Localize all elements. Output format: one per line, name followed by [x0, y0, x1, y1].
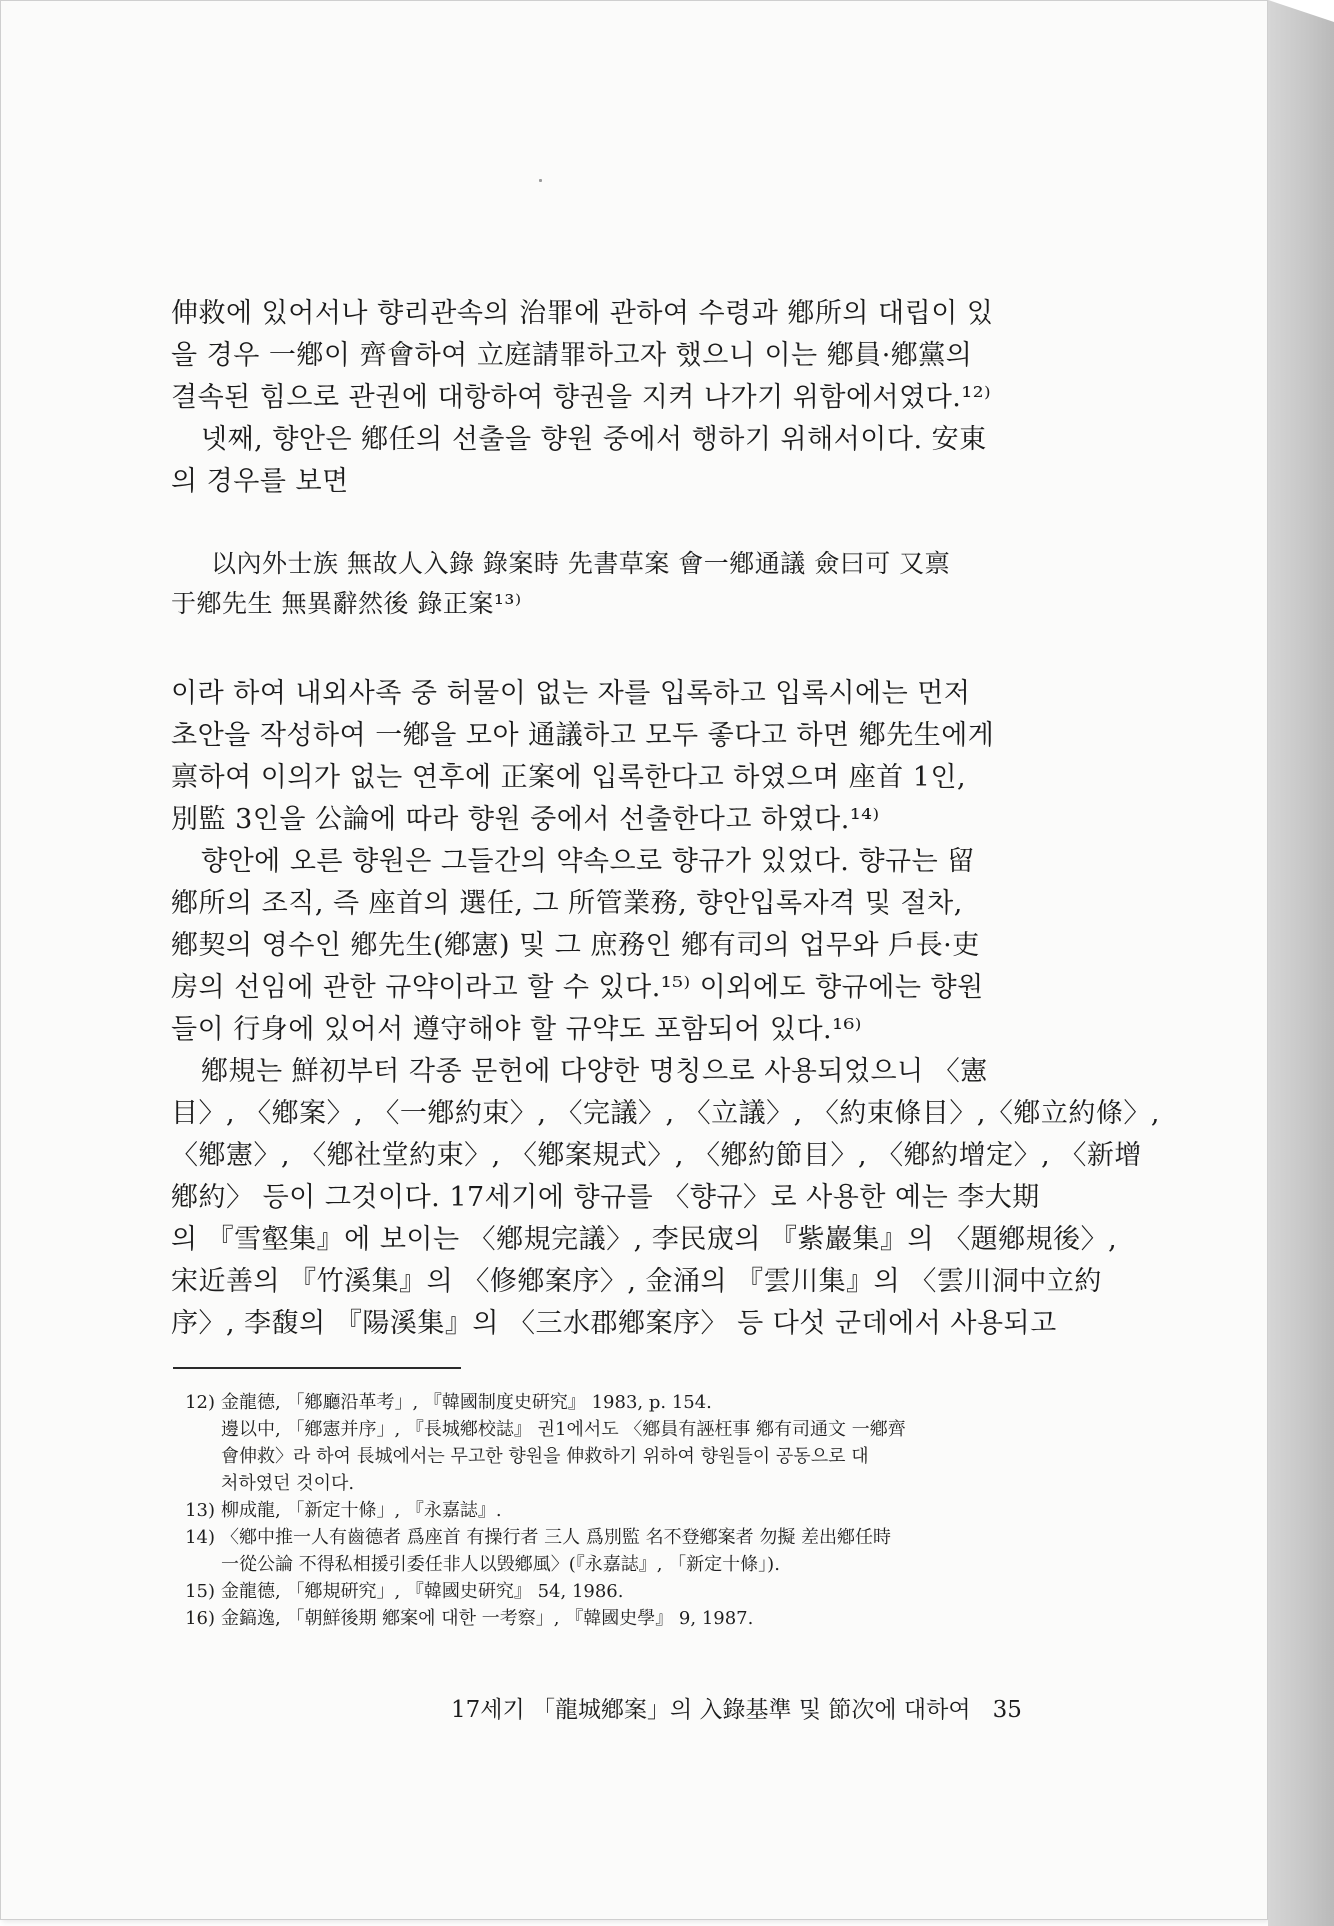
text-line: 〈鄕憲〉, 〈鄕社堂約束〉, 〈鄕案規式〉, 〈鄕約節目〉, 〈鄕約增定〉, 〈新增	[171, 1140, 1142, 1171]
running-footer	[451, 1691, 1051, 1724]
footnote-text: 〈鄕中推一人有齒德者 爲座首 有操行者 三人 爲別監 名不登鄕案者 勿擬 差出鄕任時	[221, 1527, 892, 1548]
footnote-text: 柳成龍, 「新定十條」, 『永嘉誌』.	[221, 1500, 502, 1521]
footnote-text: 金龍德, 「鄕廳沿革考」, 『韓國制度史硏究』 1983, p. 154.	[221, 1392, 712, 1413]
text-line: 초안을 작성하여 一鄕을 모아 通議하고 모두 좋다고 하면 鄕先生에게	[171, 720, 995, 751]
quote-line: 以內外士族 無故人入錄 錄案時 先書草案 會一鄕通議 僉曰可 又禀	[211, 549, 951, 578]
text-line: 결속된 힘으로 관권에 대항하여 향권을 지켜 나가기 위함에서였다.¹²⁾	[171, 382, 992, 413]
footnote-rule	[173, 1367, 461, 1369]
footnote-number: 14)	[185, 1527, 215, 1548]
text-line: 鄕規는 鮮初부터 각종 문헌에 다양한 명칭으로 사용되었으니 〈憲	[201, 1056, 988, 1087]
text-line: 禀하여 이의가 없는 연후에 正案에 입록한다고 하였으며 座首 1인,	[171, 762, 967, 793]
footnotes	[171, 1389, 1071, 1632]
footnote-12	[171, 1389, 1071, 1416]
text-line: 別監 3인을 公論에 따라 향원 중에서 선출한다고 하였다.¹⁴⁾	[171, 804, 880, 835]
footnote-14-line: 一從公論 不得私相援引委任非人以毁鄕風〉(『永嘉誌』, 「新定十條」).	[221, 1554, 780, 1575]
footnote-16	[171, 1605, 1071, 1632]
text-line: 序〉, 李馥의 『陽溪集』의 〈三水郡鄕案序〉 등 다섯 군데에서 사용되고	[171, 1308, 1057, 1339]
text-line: 의 경우를 보면	[171, 466, 349, 497]
footnote-12-line: 처하였던 것이다.	[221, 1473, 355, 1494]
footnote-12-line: 邊以中, 「鄕憲并序」, 『長城鄕校誌』 권1에서도 〈鄕員有誣枉事 鄕有司通文 一鄕齊	[221, 1419, 906, 1440]
footnote-15	[171, 1578, 1071, 1605]
text-line: 향안에 오른 향원은 그들간의 약속으로 향규가 있었다. 향규는 留	[201, 846, 975, 877]
footnote-number: 13)	[185, 1500, 215, 1521]
text-line: 을 경우 一鄕이 齊會하여 立庭請罪하고자 했으니 이는 鄕員·鄕黨의	[171, 340, 973, 371]
footer-title: 17세기 「龍城鄕案」의 入錄基準 및 節次에 대하여	[451, 1697, 971, 1723]
text-line: 鄕所의 조직, 즉 座首의 選任, 그 所管業務, 향안입록자격 및 절차,	[171, 888, 963, 919]
block-quote	[211, 544, 1071, 584]
footnote-12-line: 會伸救〉라 하여 長城에서는 무고한 향원을 伸救하기 위하여 향원들이 공동으로 대	[221, 1446, 869, 1467]
footnote-number: 16)	[185, 1608, 215, 1629]
text-line: 鄕契의 영수인 鄕先生(鄕憲) 및 그 庶務인 鄕有司의 업무와 戶長·吏	[171, 930, 980, 961]
book-edge	[1268, 0, 1334, 1926]
text-line: 宋近善의 『竹溪集』의 〈修鄕案序〉, 金涌의 『雲川集』의 〈雲川洞中立約	[171, 1266, 1102, 1297]
block-quote-continued	[171, 584, 1031, 624]
text-line: 伸救에 있어서나 향리관속의 治罪에 관하여 수령과 鄕所의 대립이 있	[171, 298, 994, 329]
footnote-number: 15)	[185, 1581, 215, 1602]
text-line: 房의 선임에 관한 규약이라고 할 수 있다.¹⁵⁾ 이외에도 향규에는 향원	[171, 972, 984, 1003]
text-line: 이라 하여 내외사족 중 허물이 없는 자를 입록하고 입록시에는 먼저	[171, 678, 971, 709]
footnote-number: 12)	[185, 1392, 215, 1413]
body-text-main	[171, 673, 1160, 1345]
page-number: 35	[992, 1697, 1022, 1723]
footnote-13	[171, 1497, 1071, 1524]
footnote-text: 金龍德, 「鄕規硏究」, 『韓國史硏究』 54, 1986.	[221, 1581, 624, 1602]
text-line: 들이 行身에 있어서 遵守해야 할 규약도 포함되어 있다.¹⁶⁾	[171, 1014, 862, 1045]
text-line: 넷째, 향안은 鄕任의 선출을 향원 중에서 행하기 위해서이다. 安東	[201, 424, 987, 455]
text-line: 의 『雪壑集』에 보이는 〈鄕規完議〉, 李民宬의 『紫巖集』의 〈題鄕規後〉,	[171, 1224, 1118, 1255]
text-line: 鄕約〉 등이 그것이다. 17세기에 향규를 〈향규〉로 사용한 예는 李大期	[171, 1182, 1040, 1213]
paper-speck	[539, 179, 542, 182]
footnote-text: 金鎬逸, 「朝鮮後期 鄕案에 대한 一考察」, 『韓國史學』 9, 1987.	[221, 1608, 754, 1629]
body-text-top	[171, 293, 1077, 503]
footnote-14	[171, 1524, 1071, 1551]
text-line: 目〉, 〈鄕案〉, 〈一鄕約束〉, 〈完議〉, 〈立議〉, 〈約束條目〉,〈鄕立約條〉,	[171, 1098, 1160, 1129]
quote-line: 于鄕先生 無異辭然後 錄正案¹³⁾	[171, 589, 522, 618]
